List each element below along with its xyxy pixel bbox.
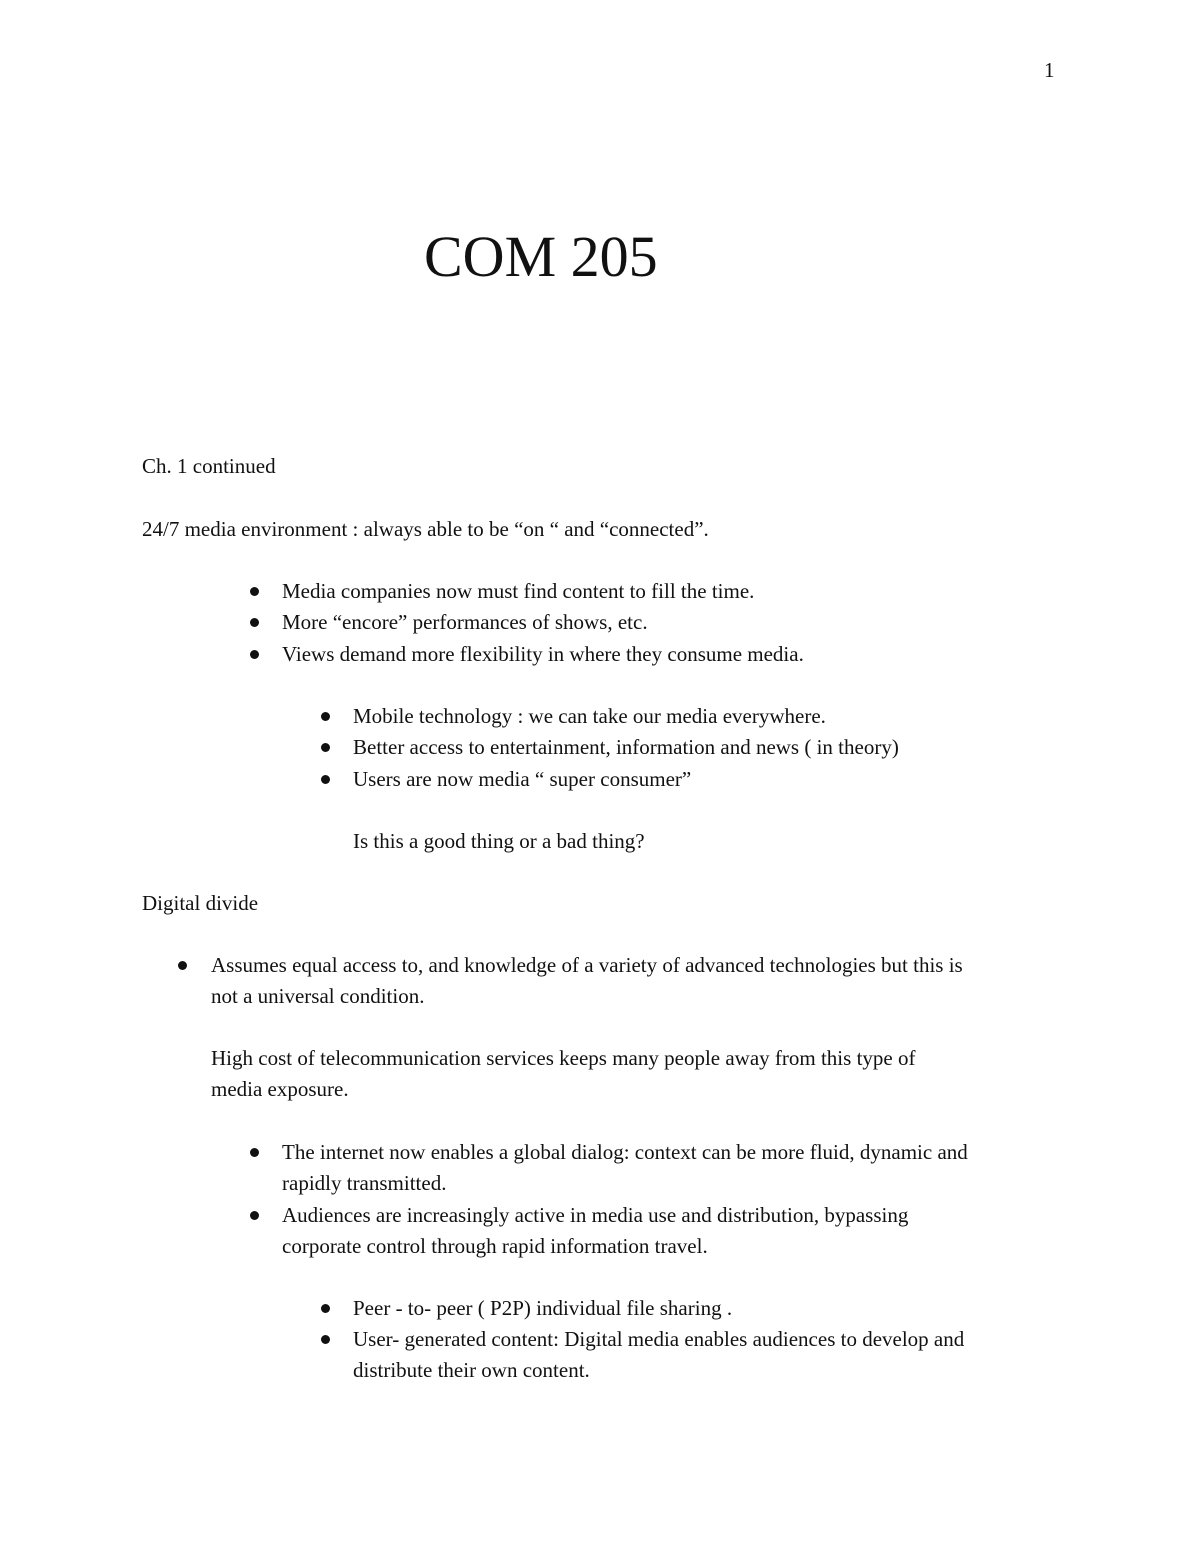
list-item-text: Audiences are increasingly active in media use and distribution, bypassing — [282, 1203, 909, 1227]
list-item-text: Users are now media “ super consumer” — [353, 767, 692, 791]
list-item — [321, 764, 691, 795]
list-item-text: Better access to entertainment, information and news ( in theory) — [353, 735, 899, 759]
list-item-text: rapidly transmitted. — [282, 1171, 447, 1195]
list-item-text: not a universal condition. — [211, 984, 425, 1008]
list-item-text: Assumes equal access to, and knowledge of a variety of advanced technologies but this is — [211, 953, 963, 977]
bullet-icon — [321, 1335, 330, 1344]
list-item-text: corporate control through rapid information travel. — [282, 1234, 708, 1258]
bullet-icon — [178, 961, 187, 970]
paragraph-line: media exposure. — [211, 1077, 349, 1101]
list-item-text: Peer - to- peer ( P2P) individual file sharing . — [353, 1296, 733, 1320]
paragraph-line: High cost of telecommunication services keeps many people away from this type of — [211, 1046, 916, 1070]
question-text: Is this a good thing or a bad thing? — [353, 829, 645, 853]
list-item — [250, 607, 648, 638]
list-item-text: More “encore” performances of shows, etc. — [282, 610, 648, 634]
list-item — [321, 732, 899, 763]
list-item-text: Mobile technology : we can take our media everywhere. — [353, 704, 826, 728]
list-item — [321, 1293, 732, 1324]
bullet-icon — [250, 650, 259, 659]
list-item-text: distribute their own content. — [353, 1358, 590, 1382]
section-intro: Ch. 1 continued — [142, 454, 276, 478]
list-item — [250, 1137, 968, 1199]
bullet-icon — [321, 1304, 330, 1313]
list-item — [250, 1200, 908, 1262]
list-item — [321, 1324, 964, 1386]
list-item-text: Media companies now must find content to fill the time. — [282, 579, 755, 603]
bullet-icon — [250, 1211, 259, 1220]
bullet-icon — [321, 743, 330, 752]
media-environment-line: 24/7 media environment : always able to be “on “ and “connected”. — [142, 517, 709, 541]
list-item — [178, 950, 963, 1012]
page-title: COM 205 — [424, 224, 658, 289]
list-item — [321, 701, 826, 732]
list-item-text: Views demand more flexibility in where they consume media. — [282, 642, 804, 666]
bullet-icon — [321, 712, 330, 721]
bullet-icon — [250, 1148, 259, 1157]
list-item-text: User- generated content: Digital media enables audiences to develop and — [353, 1327, 965, 1351]
list-item — [250, 576, 754, 607]
digital-divide-heading: Digital divide — [142, 891, 259, 915]
page-number: 1 — [1044, 58, 1055, 82]
cost-paragraph — [211, 1043, 915, 1105]
list-item — [250, 639, 804, 670]
bullet-icon — [321, 775, 330, 784]
list-item-text: The internet now enables a global dialog: context can be more fluid, dynamic and — [282, 1140, 968, 1164]
bullet-icon — [250, 587, 259, 596]
bullet-icon — [250, 618, 259, 627]
